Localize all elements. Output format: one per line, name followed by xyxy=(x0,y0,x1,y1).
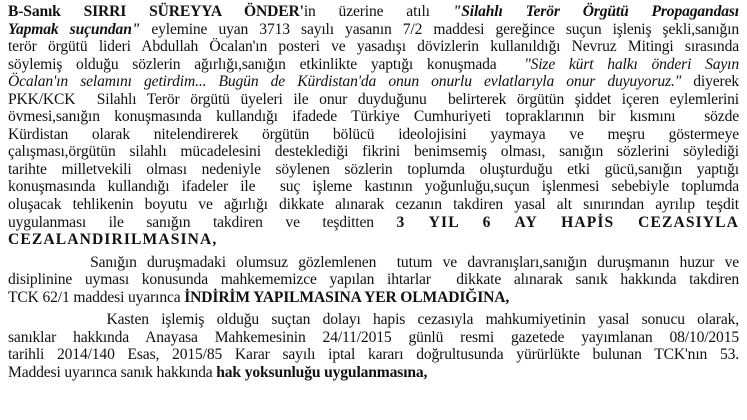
text-line xyxy=(8,161,739,179)
text-line xyxy=(8,231,739,249)
text-segment: oluşacak tehlikenin boyutu ve ağırlığı dikkate alınarak cezanın takdiren yasal alt sınırından ayrılıp teşdit xyxy=(8,196,739,214)
text-segment: CEZALANDIRILMASINA, xyxy=(8,231,218,249)
text-line xyxy=(8,271,739,289)
text-line xyxy=(8,56,739,74)
text-line xyxy=(8,214,739,232)
text-segment: çalışması,örgütün silahlı mücadelesini desteklediği fikrini benimsemiş olması, sanığın sözlerini söylediği xyxy=(8,143,739,161)
text-line xyxy=(8,311,739,329)
text-segment: SIRRI SÜREYYA ÖNDER' xyxy=(83,3,304,20)
text-line xyxy=(8,3,739,21)
text-segment: disiplinine uyması konusunda mahkememizce yapılan ihtarlar dikkate alınarak sanık hakkında takdiren xyxy=(8,271,739,289)
text-segment: övmesi,sanığın konuşmasında kullandığı ifadede Türkiye Cumhuriyeti topraklarının bir kısmını sözde xyxy=(8,108,739,126)
text-segment: konuşmasında kullandığı ifadeler ile suç işleme kastının yoğunluğu,suçun işlenmesi sebebiyle toplumda xyxy=(8,178,739,196)
text-line xyxy=(8,364,739,382)
text-line xyxy=(8,126,739,144)
text-line xyxy=(8,73,739,91)
text-segment: eylemine uyan 3713 sayılı yasanın 7/2 maddesi gereğince suçun işleniş şekli,sanığın xyxy=(140,20,739,38)
text-line xyxy=(8,21,739,39)
text-segment: 3 YIL 6 AY HAPİS CEZASIYLA xyxy=(396,213,739,231)
text-line xyxy=(8,108,739,126)
text-line xyxy=(8,91,739,109)
paragraph xyxy=(8,3,739,249)
text-segment: TCK 62/1 maddesi uyarınca xyxy=(8,288,185,306)
text-segment: İNDİRİM YAPILMASINA YER OLMADIĞINA, xyxy=(184,288,510,306)
text-line xyxy=(8,143,739,161)
text-line xyxy=(8,329,739,347)
text-segment: tarihte milletvekili olması nedeniyle söylenen sözlerin toplumda oluşturduğu etki gücü,sanığın yaptığı xyxy=(8,160,739,178)
text-segment: in üzerine atılı xyxy=(303,3,453,20)
text-segment: "Size kürt halkı önderi Sayın xyxy=(524,55,739,73)
text-segment: hak yoksunluğu uygulanmasına, xyxy=(216,363,428,381)
text-line xyxy=(8,254,739,272)
paragraph xyxy=(8,254,739,307)
text-segment: Yapmak suçundan" xyxy=(8,20,141,38)
text-segment: PKK/KCK Silahlı Terör örgütü üyeleri ile onur duyduğunu belirterek örgütün şiddet içeren eylemlerini xyxy=(8,90,739,108)
text-line xyxy=(8,38,739,56)
text-segment: Öcalan'ın selamını getirdim... Bugün de Kürdistan'da onun onurlu evlatlarıyla onur duyuyoruz." xyxy=(8,73,682,91)
text-line xyxy=(8,178,739,196)
text-segment: tarihli 2014/140 Esas, 2015/85 Karar sayılı iptal kararı doğrultusunda yürürlükte bulunan TCK'nın 53. xyxy=(8,346,739,364)
text-line xyxy=(8,196,739,214)
text-segment: Kürdistan olarak nitelendirerek örgütün bölücü ideolojisini yaymaya ve meşru göstermeye xyxy=(8,125,739,143)
text-line xyxy=(8,346,739,364)
text-segment: Sanığın duruşmadaki olumsuz gözlemlenen tutum ve davranışları,sanığın duruşmanın huzur ve xyxy=(8,253,739,271)
text-segment: sanıklar hakkında Anayasa Mahkemesinin 24/11/2015 günlü resmi gazetede yayımlanan 08/10/2015 xyxy=(8,328,739,346)
text-segment: B-Sanık xyxy=(8,3,84,20)
text-segment: Kasten işlemiş olduğu suçtan dolayı hapis cezasıyla mahkumiyetinin yasal sonucu olarak, xyxy=(8,311,739,329)
text-segment: Maddesi uyarınca sanık hakkında xyxy=(8,363,217,381)
text-segment: diyerek xyxy=(681,73,739,91)
text-segment: terör örgütü lideri Abdullah Öcalan'ın posteri ve yasadışı dövizlerin kullanıldığı Nevruz Mitingi sırasında xyxy=(8,38,739,56)
paragraph xyxy=(8,311,739,381)
text-line xyxy=(8,289,739,307)
text-segment: "Silahlı Terör Örgütü Propagandası xyxy=(452,3,739,20)
text-segment: uygulanması ile sanığın takdiren ve teşditten xyxy=(8,213,397,231)
text-segment: söylemiş olduğu sözlerin ağırlığı,sanığın etkinlikte yaptığı konuşmada xyxy=(8,55,525,73)
